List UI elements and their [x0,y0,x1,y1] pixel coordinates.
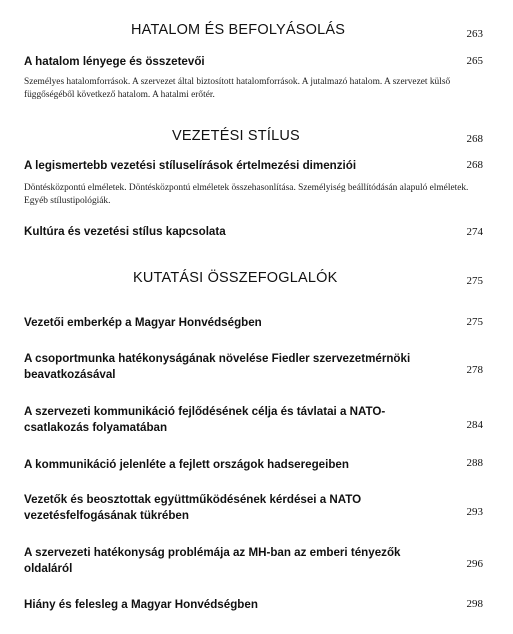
toc-entry: A szervezeti kommunikáció fejlődésének célja és távlatai a NATO-csatlakozás folyamatában [24,405,386,434]
page-number: 284 [466,419,483,431]
toc-entry: A hatalom lényege és összetevői [24,55,205,68]
toc-entry: Vezetők és beosztottak együttműködésének kérdései a NATO vezetésfelfogásának tükrében [24,493,362,522]
toc-entry: Kultúra és vezetési stílus kapcsolata [24,225,226,238]
page-number: 265 [466,55,483,67]
toc-entry: Vezetői emberkép a Magyar Honvédségben [24,316,262,329]
page-number: 278 [466,364,483,376]
page-number: 274 [466,226,483,238]
toc-entry: A szervezeti hatékonyság problémája az MH-ban az emberi tényezők oldaláról [24,546,401,575]
page-number: 298 [466,598,483,610]
page-number: 268 [466,133,483,145]
page-number: 288 [466,457,483,469]
toc-entry: A kommunikáció jelenléte a fejlett országok hadseregeiben [24,458,349,471]
toc-entry: A csoportmunka hatékonyságának növelése Fiedler szervezetmérnöki beavatkozásával [24,352,411,381]
entry-description: Személyes hatalomforrások. A szervezet által biztosított hatalomforrások. A jutalmazó hatalom. A szervezet külső függőségéből következő hatalom. A hatalmi erőtér. [24,77,451,100]
page-number: 275 [466,275,483,287]
page-number: 268 [466,159,483,171]
page-number: 293 [466,506,483,518]
toc-entry: Hiány és felesleg a Magyar Honvédségben [24,598,258,611]
page-number: 296 [466,558,483,570]
page-number: 275 [466,316,483,328]
toc-entry: A legismertebb vezetési stíluselírások értelmezési dimenziói [24,159,357,172]
entry-description: Döntésközpontú elméletek. Döntésközpontú elméletek összehasonlítása. Személyiség beállítódásán alapuló elméletek. Egyéb stílustipológiák. [24,183,469,206]
section-title: KUTATÁSI ÖSSZEFOGLALÓK [133,270,338,286]
section-title: HATALOM ÉS BEFOLYÁSOLÁS [131,22,346,38]
section-title: VEZETÉSI STÍLUS [172,128,300,144]
page-number: 263 [466,28,483,40]
